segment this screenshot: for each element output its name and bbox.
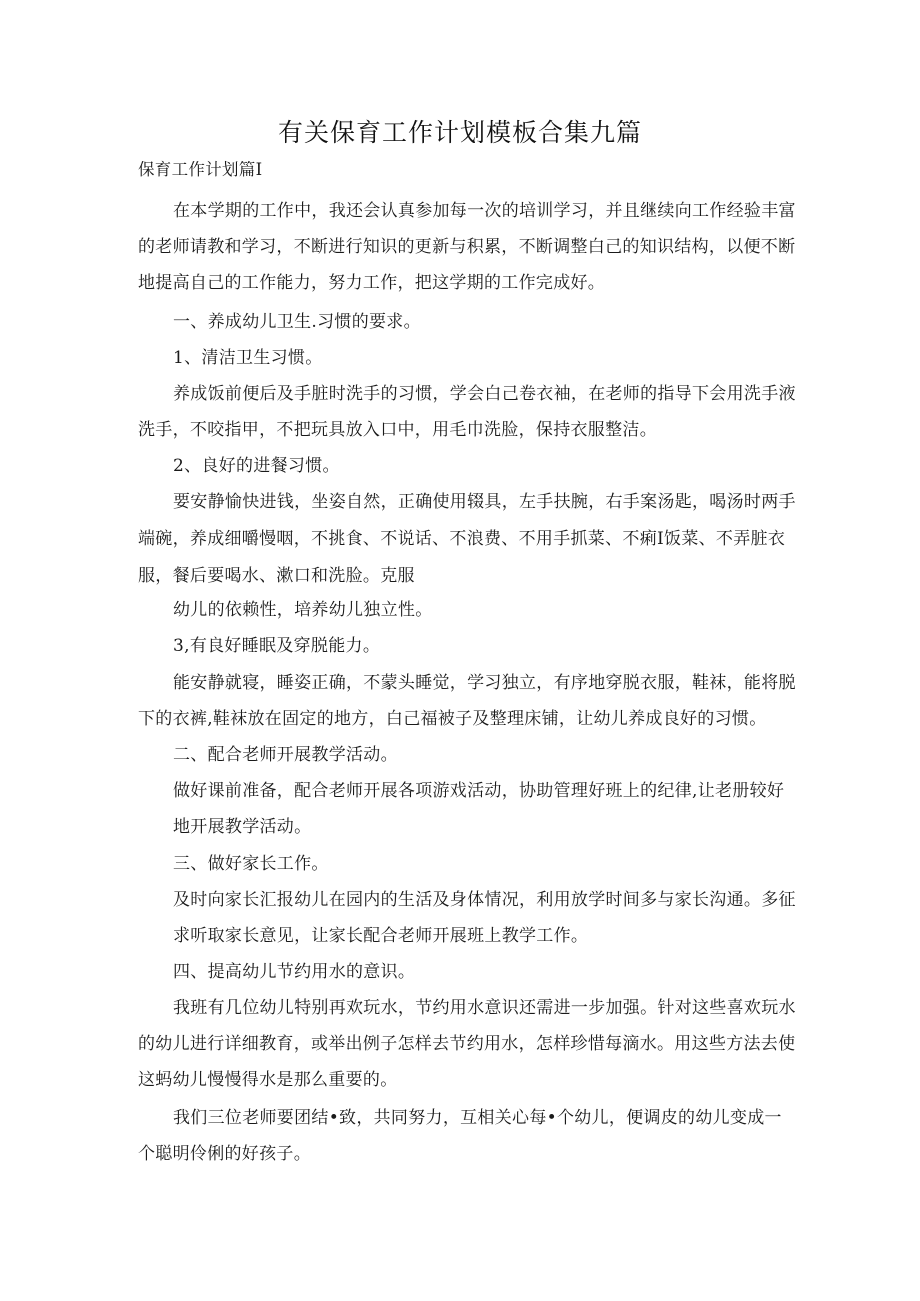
paragraph-line: 四、提高幼儿节约用水的意识。 [173, 962, 416, 982]
paragraph-line: 要安静愉快进钱，坐姿自然，正确使用辍具，左手扶腕，右手案汤匙，喝汤时两手 [173, 492, 796, 512]
paragraph-line: 地提高自己的工作能力，努力工作，把这学期的工作完成好。 [138, 273, 606, 293]
paragraph-line: 的老师请教和学习，不断进行知识的更新与积累，不断调整白己的知识结构，以便不断 [138, 237, 796, 257]
paragraph-line: 在本学期的工作中，我还会认真参加每一次的培训学习，并且继续向工作经验丰富 [173, 201, 796, 221]
paragraph-line: 做好课前准备，配合老师开展各项游戏活动，协助管理好班上的纪律,让老册较好 [173, 781, 785, 801]
paragraph-line: 洗手，不咬指甲，不把玩具放入口中，用毛巾洗脸，保持衣服整洁。 [138, 420, 657, 440]
paragraph-line: 3,有良好睡眠及穿脱能力。 [173, 636, 381, 656]
document-title: 有关保育工作计划模板合集九篇 [277, 118, 642, 147]
paragraph-line: 能安静就寝，睡姿正确，不蒙头睡觉，学习独立，有序地穿脱衣服，鞋袜，能将脱 [173, 673, 796, 693]
paragraph-line: 地开展教学活动。 [173, 817, 312, 837]
paragraph-line: 我班有几位幼儿特别再欢玩水，节约用水意识还需进一步加强。针对这些喜欢玩水 [173, 998, 796, 1018]
paragraph-line: 这蚂幼儿慢慢得水是那么重要的。 [138, 1070, 398, 1090]
paragraph-line: 幼儿的依赖性，培养幼儿独立性。 [173, 600, 433, 620]
paragraph-line: 个聪明伶俐的好孩子。 [138, 1144, 311, 1164]
paragraph-line: 求听取家长意见，让家长配合老师开展班上教学工作。 [173, 926, 589, 946]
paragraph-line: 的幼儿进行详细教育，或举出例子怎样去节约用水，怎样珍惜每滴水。用这些方法去使 [138, 1034, 796, 1054]
section-heading: 保育工作计划篇I [138, 160, 263, 179]
paragraph-line: 一、养成幼儿卫生.习惯的要求。 [173, 312, 421, 332]
paragraph-line: 三、做好家长工作。 [173, 854, 329, 874]
paragraph-line: 端碗，养成细嚼慢咽，不挑食、不说话、不浪费、不用手抓菜、不痢I饭菜、不弄脏衣 [138, 529, 786, 549]
paragraph-line: 下的衣裤,鞋袜放在固定的地方，白己福被子及整理床铺，让幼儿养成良好的习惯。 [138, 709, 767, 729]
paragraph-line: 服，餐后要喝水、漱口和洗脸。克服 [138, 566, 415, 586]
paragraph-line: 我们三位老师要团结•致，共同努力，互相关心每•个幼儿，便调皮的幼儿变成一 [173, 1108, 782, 1128]
paragraph-line: 2、良好的进餐习惯。 [173, 456, 340, 476]
paragraph-line: 二、配合老师开展教学活动。 [173, 745, 398, 765]
paragraph-line: 养成饭前便后及手脏时洗手的习惯，学会白己卷衣袖，在老师的指导下会用洗手液 [173, 384, 796, 404]
paragraph-line: 及时向家长汇报幼儿在园内的生活及身体情况，利用放学时间多与家长沟通。多征 [173, 890, 796, 910]
paragraph-line: 1、清洁卫生习惯。 [173, 348, 323, 368]
